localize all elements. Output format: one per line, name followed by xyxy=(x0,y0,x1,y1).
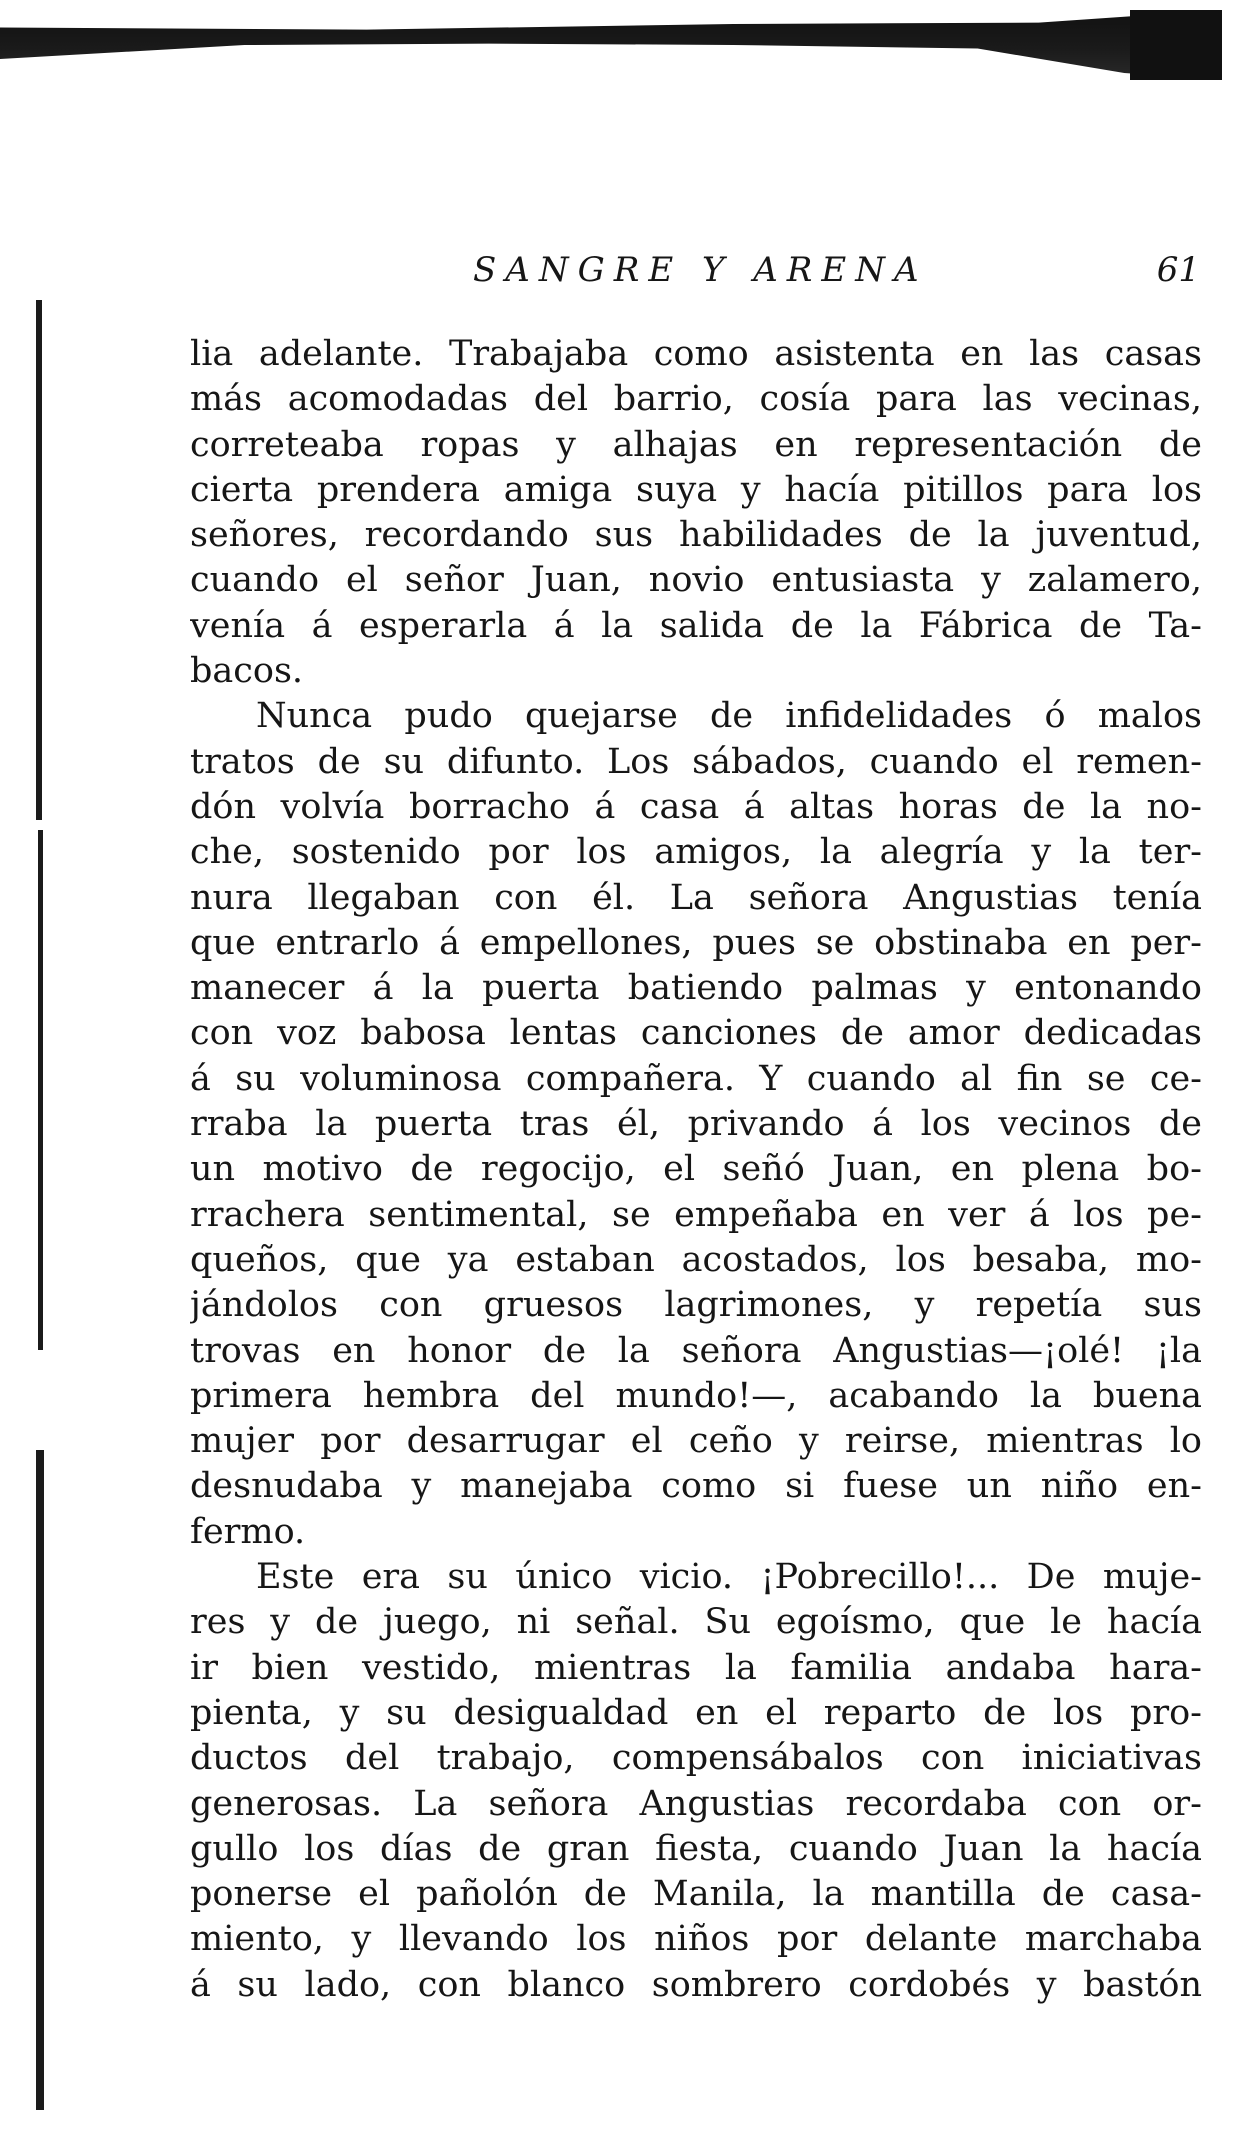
text-line: más acomodadas del barrio, cosía para las vecinas, xyxy=(190,379,1202,420)
text-line: trovas en honor de la señora Angustias—¡olé! ¡la xyxy=(190,1330,1202,1371)
text-line: jándolos con gruesos lagrimones, y repetía sus xyxy=(190,1285,1202,1326)
text-line: lia adelante. Trabajaba como asistenta en las casas xyxy=(190,334,1202,374)
scan-top-corner xyxy=(1130,10,1222,80)
text-line: señores, recordando sus habilidades de la juventud, xyxy=(190,515,1202,556)
scan-binding-shadow xyxy=(36,1450,44,2110)
text-line: bacos. xyxy=(190,651,304,692)
text-line: desnudaba y manejaba como si fuese un niño en- xyxy=(190,1466,1202,1507)
text-line: mujer por desarrugar el ceño y reirse, mientras lo xyxy=(190,1421,1202,1462)
text-line: fermo. xyxy=(190,1511,306,1552)
text-line: venía á esperarla á la salida de la Fábrica de Ta- xyxy=(190,605,1202,646)
scan-top-border xyxy=(0,10,1222,80)
text-line: dón volvía borracho á casa á altas horas de la no- xyxy=(190,786,1202,827)
text-line: rrachera sentimental, se empeñaba en ver á los pe- xyxy=(190,1194,1202,1235)
text-line: con voz babosa lentas canciones de amor dedicadas xyxy=(190,1013,1202,1054)
text-line: rraba la puerta tras él, privando á los vecinos de xyxy=(190,1104,1202,1145)
text-line: Este era su único vicio. ¡Pobrecillo!... De muje- xyxy=(256,1557,1202,1598)
text-line: á su lado, con blanco sombrero cordobés y bastón xyxy=(190,1964,1202,2005)
text-line: primera hembra del mundo!—, acabando la buena xyxy=(190,1375,1202,1416)
page-header xyxy=(190,250,1200,294)
text-line: cuando el señor Juan, novio entusiasta y zalamero, xyxy=(190,560,1202,601)
text-line: pienta, y su desigualdad en el reparto de los pro- xyxy=(190,1692,1202,1733)
text-line: ductos del trabajo, compensábalos con iniciativas xyxy=(190,1738,1202,1779)
text-line: che, sostenido por los amigos, la alegría y la ter- xyxy=(190,832,1202,873)
text-line: nura llegaban con él. La señora Angustias tenía xyxy=(190,877,1202,918)
page-number: 61 xyxy=(1156,250,1200,290)
text-line: ir bien vestido, mientras la familia andaba hara- xyxy=(190,1647,1202,1688)
text-line: correteaba ropas y alhajas en representación de xyxy=(190,424,1202,465)
text-line: queños, que ya estaban acostados, los besaba, mo- xyxy=(190,1239,1202,1280)
text-line: miento, y llevando los niños por delante marchaba xyxy=(190,1919,1202,1960)
text-line: á su voluminosa compañera. Y cuando al fin se ce- xyxy=(190,1058,1202,1099)
scan-binding-shadow xyxy=(36,300,42,820)
text-line: res y de juego, ni señal. Su egoísmo, que le hacía xyxy=(190,1602,1202,1643)
text-line: un motivo de regocijo, el señó Juan, en plena bo- xyxy=(190,1149,1202,1190)
text-line: ponerse el pañolón de Manila, la mantilla de casa- xyxy=(190,1874,1202,1915)
text-line: que entrarlo á empellones, pues se obstinaba en per- xyxy=(190,922,1202,963)
text-line: generosas. La señora Angustias recordaba con or- xyxy=(190,1783,1202,1824)
text-line: tratos de su difunto. Los sábados, cuando el remen- xyxy=(190,741,1202,782)
scan-binding-shadow xyxy=(38,830,43,1350)
text-line: manecer á la puerta batiendo palmas y entonando xyxy=(190,968,1202,1009)
text-line: cierta prendera amiga suya y hacía pitillos para los xyxy=(190,469,1202,510)
running-title: SANGRE Y ARENA xyxy=(473,250,928,290)
text-line: Nunca pudo quejarse de infidelidades ó malos xyxy=(256,696,1202,737)
text-line: gullo los días de gran fiesta, cuando Juan la hacía xyxy=(190,1828,1202,1869)
body-text xyxy=(190,332,1202,2008)
